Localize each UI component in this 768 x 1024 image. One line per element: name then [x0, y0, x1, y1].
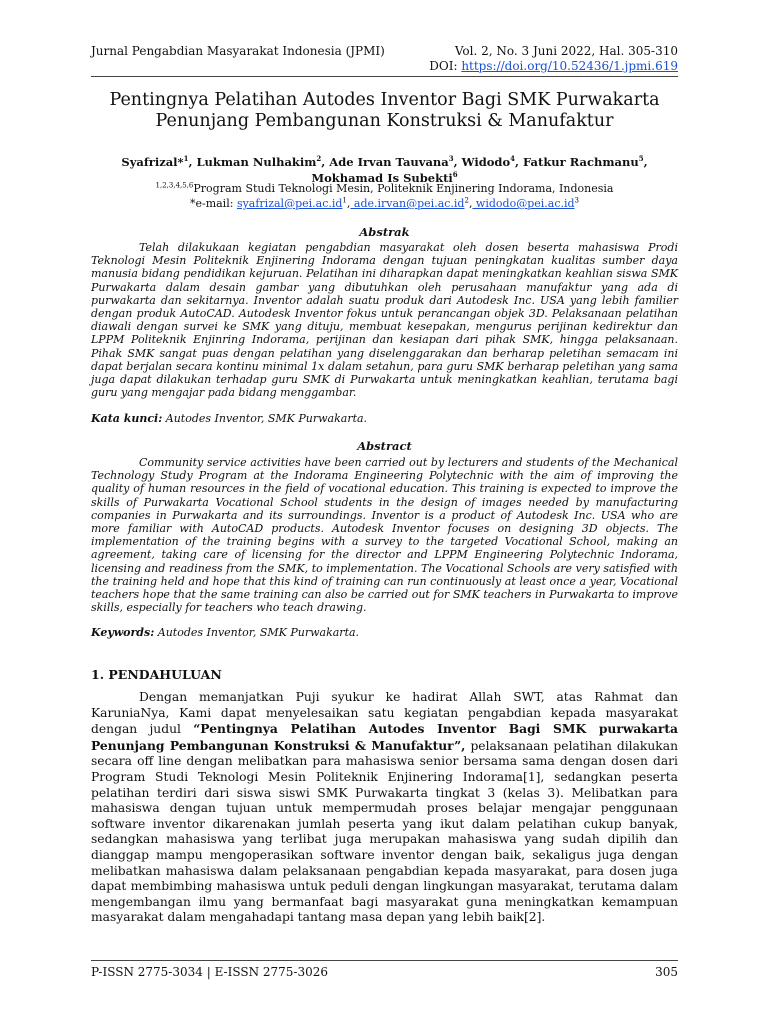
issn-footer: P-ISSN 2775-3034 | E-ISSN 2775-3026 — [91, 965, 329, 979]
author-2: , Lukman Nulhakim — [188, 155, 317, 169]
kata-kunci-text: Autodes Inventor, SMK Purwakarta. — [162, 412, 368, 425]
email-link-3[interactable]: widodo@pei.ac.id — [472, 197, 575, 210]
paper-title — [91, 90, 678, 132]
author-3-sup: 3 — [448, 154, 454, 164]
doi-label: DOI: — [429, 59, 462, 73]
doi-line — [429, 59, 678, 74]
email-link-2[interactable]: ade.irvan@pei.ac.id — [350, 197, 465, 210]
keywords-label: Keywords: — [91, 626, 155, 639]
abstract-text: Community service activities have been carried out by lecturers and students of the Mechanical Technology Study Program at the Indorama Engineering Polytechnic with the aim of improving the quality of human resources in the field of vocational education. This training is expected to improve the skills of Purwakarta Vocational School students in the design of images needed by manufacturing companies in Purwakarta and its surroundings. Inventor is a product of Autodesk Inc. USA who are more familiar with AutoCAD products. Autodesk Inventor focuses on designing 3D objects. The implementation of the training begins with a survey to the targeted Vocational School, making an agreement, taking care of licensing for the director and LPPM Engineering Polytechnic Indorama, licensing and readiness from the SMK, to implementation. The Vocational Schools are very satisfied with the training held and hope that this kind of training can run continuously at least once a year, Vocational teachers hope that the same training can also be carried out for SMK teachers in Purwakarta to improve skills, especially for teachers who teach drawing. — [91, 456, 678, 615]
email-link-1[interactable]: syafrizal@pei.ac.id — [236, 197, 343, 210]
affiliation-sup: 1,2,3,4,5,6 — [155, 181, 194, 190]
paragraph-text-2: pelaksanaan pelatihan dilakukan secara off line dengan melibatkan para mahasiswa senior bersama sama dengan dosen dari Program Studi Teknologi Mesin Politeknik Enjinering Indorama[1], sedangkan peserta pelatihan terdiri dari siswa siswi SMK Purwakarta tingkat 3 (kelas 3). Melibatkan para mahasiswa dengan tujuan untuk mempermudah proses belajar mengajar penggunaan software inventor dikarenakan jumlah peserta yang ikut dalam pelatihan cukup banyak, sedangkan mahasiswa yang terlibat juga merupakan mahasiswa yang sudah dipilih dan dianggap mampu mengoperasikan software inventor dengan baik, sekaligus juga dengan melibatkan mahasiswa dalam pelaksanaan pengabdian kepada masyarakat, para dosen juga dapat membimbing mahasiswa untuk peduli dengan lingkungan masyarakat, terutama dalam mengembangan ilmu yang bermanfaat bagi masyarakat guna meningkatkan kemampuan masyarakat dalam mengahadapi tantang masa depan yang lebih baik[2]. — [91, 738, 678, 925]
affiliation-line — [91, 181, 678, 196]
page-number: 305 — [655, 965, 678, 979]
abstract-heading: Abstract — [357, 439, 412, 453]
author-2-sup: 2 — [316, 154, 322, 164]
paragraph-title-bold: “Pentingnya Pelatihan Autodes Inventor Bagi SMK purwakarta Penunjang Pembangunan Konstruksi & Manufaktur”, — [91, 721, 679, 753]
volume-info: Vol. 2, No. 3 Juni 2022, Hal. 305-310 — [454, 44, 678, 58]
keywords — [91, 626, 678, 639]
pendahuluan-paragraph — [91, 690, 678, 926]
author-1: Syafrizal* — [121, 155, 184, 169]
keywords-text: Autodes Inventor, SMK Purwakarta. — [154, 626, 360, 639]
affiliation-block — [91, 181, 678, 211]
kata-kunci — [91, 412, 678, 425]
affiliation-text: Program Studi Teknologi Mesin, Politeknik Enjinering Indorama, Indonesia — [193, 182, 614, 195]
section-heading-pendahuluan: 1. PENDAHULUAN — [91, 667, 222, 682]
author-3: , Ade Irvan Tauvana — [321, 155, 449, 169]
author-6-sup: 6 — [452, 170, 458, 180]
issue-info — [429, 44, 678, 74]
email-line: *e-mail: $syafrizal@pei.ac.id^1$, $ade.irvan@pei.ac.id^2$, $widodo@pei.ac.id^3$ — [189, 196, 580, 210]
email-2-sup: 2 — [464, 196, 469, 205]
abstrak-text: Telah dilakukaan kegiatan pengabdian masyarakat oleh dosen beserta mahasiswa Prodi Teknologi Mesin Politeknik Enjinering Indorama dengan tujuan peningkatan kualitas sumber daya manusia bidang pendidikan kejuruan. Pelatihan ini diharapkan dapat meningkatkan keahlian siswa SMK Purwakarta dalam desain gambar yang dibutuhkan oleh perusahaan manufaktur yang ada di purwakarta dan sekitarnya. Inventor adalah suatu produk dari Autodesk Inc. USA yang lebih familier dengan produk AutoCAD. Autodesk Inventor fokus untuk perancangan objek 3D. Pelaksanaan pelatihan diawali dengan survei ke SMK yang dituju, membuat kesepakan, mengurus perijinan kedirektur dan LPPM Politeknik Enjinring Indorama, perijinan dan kesiapan dari pihak SMK, hingga pelaksanaan. Pihak SMK sangat puas dengan pelatihan yang diselenggarakan dan berharap peletihan semacam ini dapat berjalan secara kontinu minimal 1x dalam setahun, para guru SMK berharap peletihan yang sama juga dapat dilakukan terhadap guru SMK di Purwakarta untuk meningkatkan keahlian, terutama bagi guru yang mengajar pada bidang menggambar. — [91, 241, 678, 400]
author-4-sup: 4 — [510, 154, 516, 164]
author-5: , Fatkur Rachmanu — [515, 155, 639, 169]
title-line-2: Penunjang Pembangunan Konstruksi & Manufaktur — [155, 111, 614, 131]
email-label: *e-mail: — [189, 197, 237, 210]
title-line-1: Pentingnya Pelatihan Autodes Inventor Bagi SMK Purwakarta — [109, 90, 660, 110]
author-4: , Widodo — [453, 155, 511, 169]
email-1-sup: 1 — [342, 196, 347, 205]
footer-rule — [91, 960, 678, 961]
doi-link[interactable]: https://doi.org/10.52436/1.jpmi.619 — [461, 59, 678, 73]
abstrak-heading: Abstrak — [359, 225, 410, 239]
journal-name: Jurnal Pengabdian Masyarakat Indonesia (JPMI) — [91, 44, 385, 58]
paragraph-text-1: Dengan memanjatkan Puji syukur ke hadirat Allah SWT, atas Rahmat dan KaruniaNya, Kami dapat menyelesaikan satu kegiatan pengabdian kepada masyarakat dengan judul — [91, 690, 678, 737]
email-3-sup: 3 — [574, 196, 580, 205]
author-6: , Mokhamad Is Subekti — [311, 155, 648, 185]
author-1-sup: 1 — [183, 154, 189, 164]
author-5-sup: 5 — [638, 154, 644, 164]
kata-kunci-label: Kata kunci: — [91, 412, 163, 425]
header-rule — [91, 76, 678, 77]
